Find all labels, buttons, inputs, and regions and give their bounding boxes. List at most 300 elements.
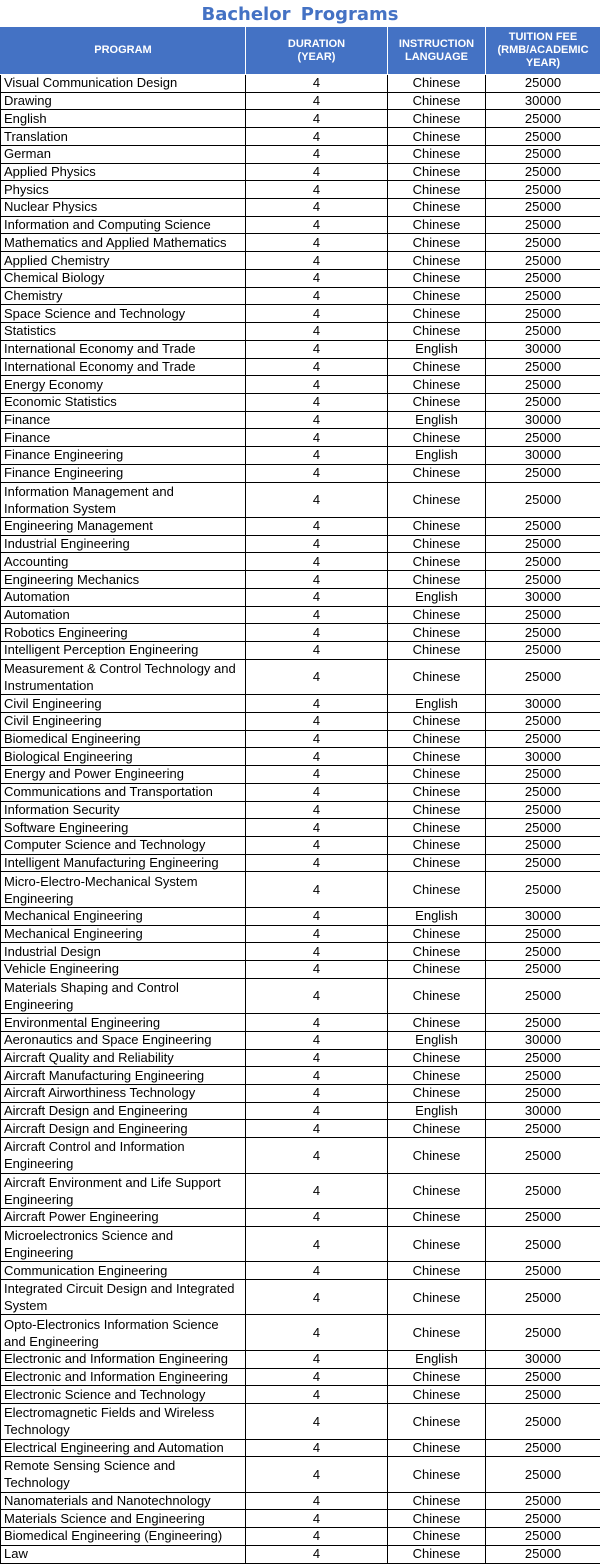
- table-row: [1, 1315, 600, 1350]
- cell-language: Chinese: [388, 234, 486, 252]
- cell-program: Aircraft Design and Engineering: [1, 1102, 246, 1120]
- cell-fee: 25000: [486, 216, 600, 234]
- cell-language: English: [388, 1031, 486, 1049]
- cell-program: Biomedical Engineering: [1, 730, 246, 748]
- table-row: [1, 199, 600, 217]
- cell-fee: 25000: [486, 1173, 600, 1208]
- cell-language: Chinese: [388, 252, 486, 270]
- cell-program: Biomedical Engineering (Engineering): [1, 1528, 246, 1546]
- cell-duration: 4: [246, 464, 388, 482]
- cell-program: Materials Shaping and Control Engineering: [1, 978, 246, 1013]
- cell-program: Finance: [1, 429, 246, 447]
- cell-fee: 25000: [486, 1315, 600, 1350]
- cell-fee: 25000: [486, 1085, 600, 1103]
- cell-language: Chinese: [388, 1439, 486, 1457]
- table-row: [1, 163, 600, 181]
- cell-duration: 4: [246, 1120, 388, 1138]
- table-row: [1, 1138, 600, 1173]
- cell-program: Aircraft Power Engineering: [1, 1209, 246, 1227]
- cell-fee: 30000: [486, 907, 600, 925]
- cell-language: English: [388, 1350, 486, 1368]
- cell-duration: 4: [246, 712, 388, 730]
- cell-fee: 25000: [486, 624, 600, 642]
- cell-duration: 4: [246, 199, 388, 217]
- table-row: [1, 1049, 600, 1067]
- table-row: [1, 1545, 600, 1563]
- cell-program: Automation: [1, 606, 246, 624]
- cell-language: Chinese: [388, 553, 486, 571]
- table-row: [1, 819, 600, 837]
- table-row: [1, 659, 600, 694]
- cell-language: Chinese: [388, 1120, 486, 1138]
- cell-duration: 4: [246, 1528, 388, 1546]
- cell-language: Chinese: [388, 925, 486, 943]
- cell-language: Chinese: [388, 748, 486, 766]
- cell-program: Space Science and Technology: [1, 305, 246, 323]
- cell-language: English: [388, 588, 486, 606]
- table-row: [1, 1209, 600, 1227]
- cell-language: Chinese: [388, 1014, 486, 1032]
- cell-fee: 30000: [486, 411, 600, 429]
- cell-program: Chemical Biology: [1, 269, 246, 287]
- cell-program: International Economy and Trade: [1, 340, 246, 358]
- cell-duration: 4: [246, 571, 388, 589]
- cell-program: Statistics: [1, 323, 246, 341]
- cell-language: Chinese: [388, 393, 486, 411]
- table-row: [1, 712, 600, 730]
- cell-duration: 4: [246, 92, 388, 110]
- cell-program: Measurement & Control Technology and Instrumentation: [1, 659, 246, 694]
- cell-program: Energy Economy: [1, 376, 246, 394]
- cell-fee: 30000: [486, 340, 600, 358]
- cell-language: Chinese: [388, 1067, 486, 1085]
- cell-language: Chinese: [388, 872, 486, 907]
- cell-program: Civil Engineering: [1, 695, 246, 713]
- cell-language: Chinese: [388, 1528, 486, 1546]
- cell-fee: 30000: [486, 1102, 600, 1120]
- table-row: [1, 1085, 600, 1103]
- cell-duration: 4: [246, 447, 388, 465]
- cell-language: Chinese: [388, 1492, 486, 1510]
- cell-fee: 25000: [486, 1439, 600, 1457]
- cell-program: Environmental Engineering: [1, 1014, 246, 1032]
- cell-program: Aircraft Airworthiness Technology: [1, 1085, 246, 1103]
- cell-fee: 25000: [486, 1279, 600, 1314]
- cell-fee: 25000: [486, 393, 600, 411]
- cell-fee: 25000: [486, 571, 600, 589]
- cell-program: Law: [1, 1545, 246, 1563]
- table-row: [1, 907, 600, 925]
- cell-duration: 4: [246, 1545, 388, 1563]
- cell-language: Chinese: [388, 323, 486, 341]
- cell-language: Chinese: [388, 1262, 486, 1280]
- cell-program: Opto-Electronics Information Science and Engineering: [1, 1315, 246, 1350]
- table-row: [1, 1279, 600, 1314]
- table-row: [1, 1262, 600, 1280]
- cell-program: Electrical Engineering and Automation: [1, 1439, 246, 1457]
- cell-language: Chinese: [388, 642, 486, 660]
- cell-fee: 30000: [486, 1350, 600, 1368]
- cell-duration: 4: [246, 624, 388, 642]
- cell-program: Intelligent Perception Engineering: [1, 642, 246, 660]
- cell-fee: 25000: [486, 535, 600, 553]
- cell-language: Chinese: [388, 1085, 486, 1103]
- cell-program: Finance: [1, 411, 246, 429]
- cell-fee: 25000: [486, 482, 600, 517]
- cell-duration: 4: [246, 163, 388, 181]
- cell-fee: 25000: [486, 854, 600, 872]
- cell-fee: 25000: [486, 305, 600, 323]
- cell-program: Finance Engineering: [1, 464, 246, 482]
- cell-duration: 4: [246, 1368, 388, 1386]
- cell-duration: 4: [246, 943, 388, 961]
- cell-language: Chinese: [388, 1386, 486, 1404]
- cell-program: Electronic and Information Engineering: [1, 1350, 246, 1368]
- cell-fee: 25000: [486, 960, 600, 978]
- cell-program: Computer Science and Technology: [1, 836, 246, 854]
- cell-fee: 25000: [486, 642, 600, 660]
- cell-language: Chinese: [388, 624, 486, 642]
- cell-language: English: [388, 695, 486, 713]
- cell-fee: 25000: [486, 269, 600, 287]
- cell-fee: 25000: [486, 659, 600, 694]
- cell-program: Drawing: [1, 92, 246, 110]
- cell-language: English: [388, 1102, 486, 1120]
- table-row: [1, 571, 600, 589]
- table-row: [1, 1173, 600, 1208]
- table-row: [1, 925, 600, 943]
- cell-language: Chinese: [388, 1226, 486, 1261]
- table-row: [1, 1528, 600, 1546]
- cell-fee: 25000: [486, 925, 600, 943]
- table-row: [1, 1067, 600, 1085]
- table-row: [1, 393, 600, 411]
- cell-fee: 25000: [486, 1014, 600, 1032]
- table-header-row: [1, 27, 600, 75]
- cell-fee: 25000: [486, 199, 600, 217]
- cell-language: Chinese: [388, 199, 486, 217]
- table-row: [1, 624, 600, 642]
- cell-fee: 25000: [486, 163, 600, 181]
- cell-duration: 4: [246, 748, 388, 766]
- cell-program: International Economy and Trade: [1, 358, 246, 376]
- cell-language: Chinese: [388, 730, 486, 748]
- table-row: [1, 1120, 600, 1138]
- cell-duration: 4: [246, 393, 388, 411]
- cell-fee: 30000: [486, 588, 600, 606]
- header-language: INSTRUCTION LANGUAGE: [388, 27, 486, 75]
- cell-fee: 25000: [486, 376, 600, 394]
- cell-fee: 25000: [486, 1209, 600, 1227]
- header-duration: DURATION (YEAR): [246, 27, 388, 75]
- cell-language: Chinese: [388, 110, 486, 128]
- cell-fee: 25000: [486, 429, 600, 447]
- cell-language: Chinese: [388, 482, 486, 517]
- cell-fee: 25000: [486, 872, 600, 907]
- cell-duration: 4: [246, 1067, 388, 1085]
- cell-program: Software Engineering: [1, 819, 246, 837]
- cell-duration: 4: [246, 1439, 388, 1457]
- cell-language: Chinese: [388, 1049, 486, 1067]
- table-row: [1, 1014, 600, 1032]
- cell-language: Chinese: [388, 1279, 486, 1314]
- cell-language: Chinese: [388, 606, 486, 624]
- cell-language: Chinese: [388, 801, 486, 819]
- cell-fee: 25000: [486, 553, 600, 571]
- cell-language: Chinese: [388, 783, 486, 801]
- cell-language: Chinese: [388, 836, 486, 854]
- table-row: [1, 1350, 600, 1368]
- cell-program: Translation: [1, 128, 246, 146]
- cell-duration: 4: [246, 1492, 388, 1510]
- cell-duration: 4: [246, 128, 388, 146]
- cell-language: Chinese: [388, 429, 486, 447]
- cell-language: Chinese: [388, 75, 486, 93]
- cell-fee: 25000: [486, 1457, 600, 1492]
- cell-duration: 4: [246, 925, 388, 943]
- cell-language: Chinese: [388, 659, 486, 694]
- cell-fee: 25000: [486, 1262, 600, 1280]
- cell-duration: 4: [246, 340, 388, 358]
- cell-language: Chinese: [388, 571, 486, 589]
- cell-duration: 4: [246, 287, 388, 305]
- cell-language: Chinese: [388, 145, 486, 163]
- cell-language: Chinese: [388, 305, 486, 323]
- cell-duration: 4: [246, 1209, 388, 1227]
- table-row: [1, 801, 600, 819]
- cell-program: Automation: [1, 588, 246, 606]
- cell-duration: 4: [246, 358, 388, 376]
- cell-language: Chinese: [388, 269, 486, 287]
- cell-language: Chinese: [388, 181, 486, 199]
- cell-program: Economic Statistics: [1, 393, 246, 411]
- cell-program: Aircraft Manufacturing Engineering: [1, 1067, 246, 1085]
- table-row: [1, 730, 600, 748]
- cell-program: German: [1, 145, 246, 163]
- cell-fee: 25000: [486, 1049, 600, 1067]
- cell-program: Aircraft Quality and Reliability: [1, 1049, 246, 1067]
- cell-language: English: [388, 340, 486, 358]
- table-row: [1, 482, 600, 517]
- cell-program: Information Security: [1, 801, 246, 819]
- cell-fee: 25000: [486, 323, 600, 341]
- cell-program: Mechanical Engineering: [1, 925, 246, 943]
- cell-duration: 4: [246, 659, 388, 694]
- cell-program: Applied Chemistry: [1, 252, 246, 270]
- cell-fee: 25000: [486, 801, 600, 819]
- table-row: [1, 252, 600, 270]
- table-row: [1, 1492, 600, 1510]
- cell-duration: 4: [246, 1510, 388, 1528]
- table-row: [1, 234, 600, 252]
- cell-program: Information and Computing Science: [1, 216, 246, 234]
- cell-fee: 25000: [486, 1226, 600, 1261]
- cell-program: Industrial Engineering: [1, 535, 246, 553]
- cell-duration: 4: [246, 75, 388, 93]
- cell-fee: 30000: [486, 447, 600, 465]
- cell-fee: 25000: [486, 712, 600, 730]
- cell-fee: 25000: [486, 234, 600, 252]
- cell-duration: 4: [246, 1014, 388, 1032]
- cell-program: Aircraft Environment and Life Support Engineering: [1, 1173, 246, 1208]
- cell-language: Chinese: [388, 517, 486, 535]
- cell-fee: 25000: [486, 1510, 600, 1528]
- cell-fee: 25000: [486, 1386, 600, 1404]
- table-row: [1, 943, 600, 961]
- cell-language: Chinese: [388, 1404, 486, 1439]
- cell-fee: 25000: [486, 517, 600, 535]
- cell-fee: 25000: [486, 287, 600, 305]
- cell-program: Accounting: [1, 553, 246, 571]
- cell-fee: 25000: [486, 1492, 600, 1510]
- cell-duration: 4: [246, 766, 388, 784]
- cell-duration: 4: [246, 252, 388, 270]
- table-row: [1, 872, 600, 907]
- cell-duration: 4: [246, 730, 388, 748]
- cell-program: Nanomaterials and Nanotechnology: [1, 1492, 246, 1510]
- cell-duration: 4: [246, 801, 388, 819]
- cell-duration: 4: [246, 854, 388, 872]
- cell-program: Finance Engineering: [1, 447, 246, 465]
- cell-fee: 25000: [486, 1528, 600, 1546]
- cell-duration: 4: [246, 695, 388, 713]
- cell-language: Chinese: [388, 854, 486, 872]
- table-row: [1, 216, 600, 234]
- header-fee: TUITION FEE (RMB/ACADEMIC YEAR): [486, 27, 600, 75]
- cell-program: Visual Communication Design: [1, 75, 246, 93]
- cell-language: Chinese: [388, 376, 486, 394]
- cell-program: Nuclear Physics: [1, 199, 246, 217]
- cell-program: Industrial Design: [1, 943, 246, 961]
- header-program: PROGRAM: [1, 27, 246, 75]
- cell-fee: 25000: [486, 252, 600, 270]
- table-row: [1, 766, 600, 784]
- cell-language: Chinese: [388, 535, 486, 553]
- table-row: [1, 305, 600, 323]
- cell-program: Vehicle Engineering: [1, 960, 246, 978]
- cell-duration: 4: [246, 1404, 388, 1439]
- cell-program: Mechanical Engineering: [1, 907, 246, 925]
- cell-fee: 25000: [486, 358, 600, 376]
- cell-program: Applied Physics: [1, 163, 246, 181]
- cell-language: Chinese: [388, 766, 486, 784]
- cell-duration: 4: [246, 553, 388, 571]
- table-row: [1, 517, 600, 535]
- table-row: [1, 323, 600, 341]
- table-row: [1, 128, 600, 146]
- table-row: [1, 181, 600, 199]
- cell-program: Civil Engineering: [1, 712, 246, 730]
- table-row: [1, 447, 600, 465]
- cell-fee: 30000: [486, 1031, 600, 1049]
- cell-language: Chinese: [388, 92, 486, 110]
- table-row: [1, 269, 600, 287]
- cell-fee: 25000: [486, 1404, 600, 1439]
- cell-duration: 4: [246, 606, 388, 624]
- cell-program: Mathematics and Applied Mathematics: [1, 234, 246, 252]
- table-row: [1, 783, 600, 801]
- cell-language: Chinese: [388, 1209, 486, 1227]
- cell-language: Chinese: [388, 712, 486, 730]
- cell-language: Chinese: [388, 287, 486, 305]
- table-row: [1, 75, 600, 93]
- cell-fee: 25000: [486, 1120, 600, 1138]
- cell-duration: 4: [246, 1138, 388, 1173]
- cell-program: Information Management and Information System: [1, 482, 246, 517]
- cell-duration: 4: [246, 1031, 388, 1049]
- cell-language: Chinese: [388, 163, 486, 181]
- cell-language: Chinese: [388, 1173, 486, 1208]
- cell-duration: 4: [246, 1173, 388, 1208]
- cell-program: Engineering Management: [1, 517, 246, 535]
- cell-fee: 25000: [486, 1545, 600, 1563]
- table-row: [1, 464, 600, 482]
- cell-program: Remote Sensing Science and Technology: [1, 1457, 246, 1492]
- cell-language: English: [388, 411, 486, 429]
- cell-duration: 4: [246, 872, 388, 907]
- table-row: [1, 588, 600, 606]
- table-row: [1, 748, 600, 766]
- table-row: [1, 960, 600, 978]
- cell-duration: 4: [246, 1102, 388, 1120]
- cell-duration: 4: [246, 110, 388, 128]
- cell-program: Engineering Mechanics: [1, 571, 246, 589]
- cell-duration: 4: [246, 216, 388, 234]
- cell-duration: 4: [246, 269, 388, 287]
- cell-duration: 4: [246, 960, 388, 978]
- table-row: [1, 1226, 600, 1261]
- cell-duration: 4: [246, 429, 388, 447]
- table-row: [1, 854, 600, 872]
- cell-program: Integrated Circuit Design and Integrated System: [1, 1279, 246, 1314]
- cell-language: Chinese: [388, 978, 486, 1013]
- cell-program: Chemistry: [1, 287, 246, 305]
- cell-duration: 4: [246, 411, 388, 429]
- cell-language: Chinese: [388, 1510, 486, 1528]
- cell-program: Aeronautics and Space Engineering: [1, 1031, 246, 1049]
- cell-program: Energy and Power Engineering: [1, 766, 246, 784]
- cell-language: Chinese: [388, 1545, 486, 1563]
- cell-fee: 25000: [486, 145, 600, 163]
- cell-duration: 4: [246, 1350, 388, 1368]
- cell-fee: 25000: [486, 75, 600, 93]
- table-row: [1, 1102, 600, 1120]
- table-row: [1, 1457, 600, 1492]
- cell-fee: 25000: [486, 1368, 600, 1386]
- cell-duration: 4: [246, 376, 388, 394]
- table-row: [1, 358, 600, 376]
- cell-duration: 4: [246, 1457, 388, 1492]
- cell-duration: 4: [246, 1085, 388, 1103]
- table-row: [1, 836, 600, 854]
- cell-program: Communications and Transportation: [1, 783, 246, 801]
- cell-language: Chinese: [388, 960, 486, 978]
- cell-duration: 4: [246, 1386, 388, 1404]
- cell-duration: 4: [246, 535, 388, 553]
- cell-duration: 4: [246, 181, 388, 199]
- table-row: [1, 340, 600, 358]
- cell-language: English: [388, 907, 486, 925]
- table-row: [1, 1439, 600, 1457]
- cell-duration: 4: [246, 1049, 388, 1067]
- cell-duration: 4: [246, 783, 388, 801]
- cell-duration: 4: [246, 1315, 388, 1350]
- cell-language: Chinese: [388, 358, 486, 376]
- cell-fee: 25000: [486, 606, 600, 624]
- cell-fee: 25000: [486, 1138, 600, 1173]
- table-row: [1, 1510, 600, 1528]
- cell-program: Biological Engineering: [1, 748, 246, 766]
